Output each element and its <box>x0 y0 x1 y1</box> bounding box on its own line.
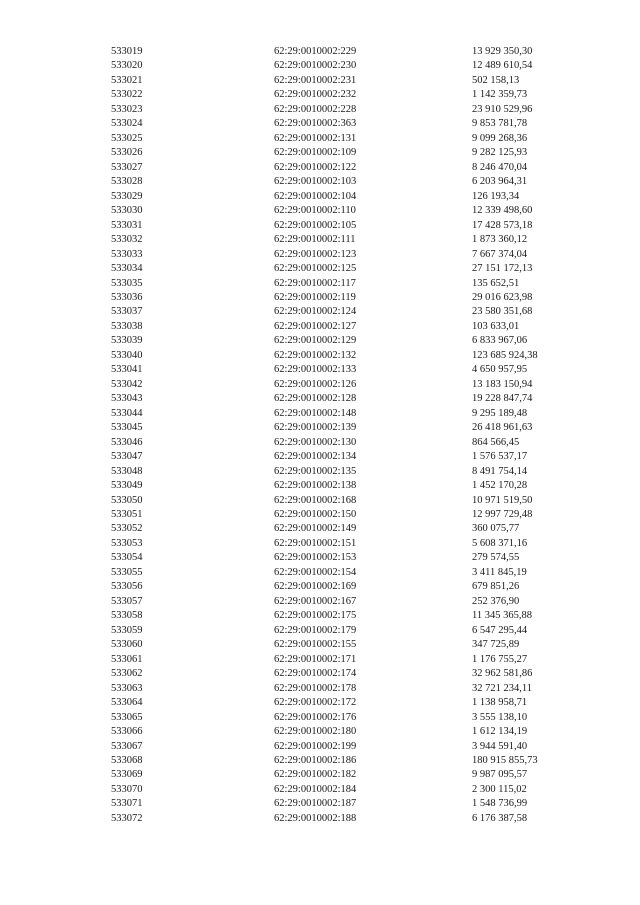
cadastral-value: 9 295 189,48 <box>472 407 528 419</box>
cadastral-value: 347 725,89 <box>472 639 520 651</box>
cadastral-value: 32 962 581,86 <box>472 668 533 680</box>
row-number: 533032 <box>111 234 143 246</box>
cadastral-value: 6 547 295,44 <box>472 624 528 636</box>
row-number: 533068 <box>111 754 143 766</box>
row-number: 533062 <box>111 668 143 680</box>
row-number: 533039 <box>111 335 143 347</box>
cadastral-number: 62:29:0010002:128 <box>274 393 357 405</box>
table-row <box>0 175 640 189</box>
cadastral-value: 180 915 855,73 <box>472 754 538 766</box>
cadastral-value: 5 608 371,16 <box>472 537 528 549</box>
table-row <box>0 305 640 319</box>
cadastral-number: 62:29:0010002:180 <box>274 726 357 738</box>
table-row <box>0 190 640 204</box>
cadastral-number: 62:29:0010002:199 <box>274 740 357 752</box>
row-number: 533063 <box>111 682 143 694</box>
row-number: 533056 <box>111 581 143 593</box>
cadastral-value: 27 151 172,13 <box>472 263 533 275</box>
table-row <box>0 580 640 594</box>
table-row <box>0 103 640 117</box>
cadastral-number: 62:29:0010002:103 <box>274 176 357 188</box>
cadastral-value: 13 929 350,30 <box>472 46 533 57</box>
row-number: 533069 <box>111 769 143 781</box>
table-row <box>0 363 640 377</box>
cadastral-number: 62:29:0010002:122 <box>274 161 357 173</box>
cadastral-value: 1 138 958,71 <box>472 697 528 709</box>
cadastral-number: 62:29:0010002:175 <box>274 610 357 622</box>
cadastral-value: 126 193,34 <box>472 190 520 202</box>
cadastral-number: 62:29:0010002:172 <box>274 697 357 709</box>
row-number: 533045 <box>111 422 143 434</box>
row-number: 533057 <box>111 595 143 607</box>
row-number: 533070 <box>111 783 143 795</box>
table-row <box>0 508 640 522</box>
cadastral-number: 62:29:0010002:109 <box>274 147 357 159</box>
cadastral-number: 62:29:0010002:169 <box>274 581 357 593</box>
cadastral-value: 6 833 967,06 <box>472 335 528 347</box>
row-number: 533037 <box>111 306 143 318</box>
cadastral-number: 62:29:0010002:150 <box>274 509 357 520</box>
cadastral-value: 502 158,13 <box>472 74 520 86</box>
table-row <box>0 291 640 305</box>
cadastral-value: 9 853 781,78 <box>472 118 528 130</box>
table-row <box>0 566 640 580</box>
table-row <box>0 653 640 667</box>
row-number: 533022 <box>111 89 143 101</box>
cadastral-value: 12 997 729,48 <box>472 509 533 520</box>
table-row <box>0 638 640 652</box>
table-row <box>0 812 640 826</box>
cadastral-value: 9 282 125,93 <box>472 147 528 159</box>
table-row <box>0 378 640 392</box>
table-row <box>0 146 640 160</box>
cadastral-number: 62:29:0010002:124 <box>274 306 357 318</box>
cadastral-number: 62:29:0010002:117 <box>274 277 356 289</box>
table-row <box>0 392 640 406</box>
row-number: 533030 <box>111 205 143 217</box>
table-row <box>0 450 640 464</box>
row-number: 533071 <box>111 798 143 810</box>
cadastral-number: 62:29:0010002:230 <box>274 60 357 72</box>
table-row <box>0 682 640 696</box>
cadastral-number: 62:29:0010002:184 <box>274 783 357 795</box>
row-number: 533026 <box>111 147 143 159</box>
table-row <box>0 783 640 797</box>
cadastral-number: 62:29:0010002:232 <box>274 89 357 101</box>
row-number: 533054 <box>111 552 143 564</box>
row-number: 533020 <box>111 60 143 72</box>
cadastral-value: 1 142 359,73 <box>472 89 528 101</box>
cadastral-value: 8 491 754,14 <box>472 465 528 477</box>
cadastral-number: 62:29:0010002:110 <box>274 205 356 217</box>
table-row <box>0 624 640 638</box>
cadastral-number: 62:29:0010002:148 <box>274 407 357 419</box>
row-number: 533065 <box>111 711 143 723</box>
cadastral-number: 62:29:0010002:228 <box>274 103 357 115</box>
row-number: 533066 <box>111 726 143 738</box>
row-number: 533059 <box>111 624 143 636</box>
table-row <box>0 595 640 609</box>
table-row <box>0 248 640 262</box>
cadastral-value: 360 075,77 <box>472 523 520 535</box>
row-number: 533052 <box>111 523 143 535</box>
row-number: 533024 <box>111 118 143 130</box>
row-number: 533044 <box>111 407 143 419</box>
row-number: 533036 <box>111 291 143 303</box>
table-row <box>0 551 640 565</box>
cadastral-value: 135 652,51 <box>472 277 520 289</box>
table-row <box>0 117 640 131</box>
cadastral-value: 11 345 365,88 <box>472 610 532 622</box>
cadastral-number: 62:29:0010002:188 <box>274 812 357 824</box>
cadastral-value: 1 176 755,27 <box>472 653 528 665</box>
cadastral-number: 62:29:0010002:123 <box>274 248 357 260</box>
cadastral-value: 103 633,01 <box>472 320 520 332</box>
table-row <box>0 277 640 291</box>
table-row <box>0 754 640 768</box>
table-row <box>0 219 640 233</box>
table-row <box>0 74 640 88</box>
cadastral-number: 62:29:0010002:119 <box>274 291 356 303</box>
row-number: 533060 <box>111 639 143 651</box>
row-number: 533023 <box>111 103 143 115</box>
row-number: 533058 <box>111 610 143 622</box>
row-number: 533049 <box>111 480 143 492</box>
cadastral-value: 23 910 529,96 <box>472 103 533 115</box>
cadastral-value: 3 411 845,19 <box>472 566 527 578</box>
row-number: 533055 <box>111 566 143 578</box>
cadastral-number: 62:29:0010002:139 <box>274 422 357 434</box>
cadastral-number: 62:29:0010002:111 <box>274 234 356 246</box>
table-row <box>0 537 640 551</box>
table-row <box>0 262 640 276</box>
cadastral-number: 62:29:0010002:167 <box>274 595 357 607</box>
cadastral-value: 26 418 961,63 <box>472 422 533 434</box>
cadastral-value: 3 944 591,40 <box>472 740 528 752</box>
table-row <box>0 494 640 508</box>
cadastral-value: 9 099 268,36 <box>472 132 528 144</box>
row-number: 533038 <box>111 320 143 332</box>
table-row <box>0 349 640 363</box>
cadastral-value: 279 574,55 <box>472 552 520 564</box>
cadastral-number: 62:29:0010002:154 <box>274 566 357 578</box>
table-row <box>0 465 640 479</box>
cadastral-number: 62:29:0010002:132 <box>274 349 357 361</box>
cadastral-value: 679 851,26 <box>472 581 520 593</box>
row-number: 533031 <box>111 219 143 231</box>
cadastral-number: 62:29:0010002:130 <box>274 436 357 448</box>
row-number: 533028 <box>111 176 143 188</box>
row-number: 533050 <box>111 494 143 506</box>
data-table <box>0 45 640 826</box>
row-number: 533035 <box>111 277 143 289</box>
cadastral-value: 123 685 924,38 <box>472 349 538 361</box>
table-row <box>0 479 640 493</box>
table-row <box>0 740 640 754</box>
cadastral-value: 1 612 134,19 <box>472 726 528 738</box>
table-row <box>0 711 640 725</box>
cadastral-value: 12 339 498,60 <box>472 205 533 217</box>
cadastral-value: 32 721 234,11 <box>472 682 532 694</box>
cadastral-number: 62:29:0010002:138 <box>274 480 357 492</box>
row-number: 533021 <box>111 74 143 86</box>
cadastral-value: 864 566,45 <box>472 436 520 448</box>
row-number: 533061 <box>111 653 143 665</box>
cadastral-number: 62:29:0010002:179 <box>274 624 357 636</box>
cadastral-number: 62:29:0010002:187 <box>274 798 357 810</box>
cadastral-value: 1 576 537,17 <box>472 451 528 463</box>
row-number: 533034 <box>111 263 143 275</box>
cadastral-value: 13 183 150,94 <box>472 378 533 390</box>
table-row <box>0 522 640 536</box>
row-number: 533041 <box>111 364 143 376</box>
cadastral-value: 10 971 519,50 <box>472 494 533 506</box>
table-row <box>0 161 640 175</box>
table-row <box>0 421 640 435</box>
row-number: 533033 <box>111 248 143 260</box>
table-row <box>0 45 640 59</box>
cadastral-value: 29 016 623,98 <box>472 291 533 303</box>
table-row <box>0 233 640 247</box>
cadastral-number: 62:29:0010002:135 <box>274 465 357 477</box>
cadastral-number: 62:29:0010002:171 <box>274 653 357 665</box>
cadastral-number: 62:29:0010002:178 <box>274 682 357 694</box>
cadastral-number: 62:29:0010002:131 <box>274 132 357 144</box>
cadastral-number: 62:29:0010002:174 <box>274 668 357 680</box>
row-number: 533072 <box>111 812 143 824</box>
cadastral-value: 252 376,90 <box>472 595 520 607</box>
cadastral-number: 62:29:0010002:127 <box>274 320 357 332</box>
cadastral-number: 62:29:0010002:151 <box>274 537 357 549</box>
cadastral-number: 62:29:0010002:155 <box>274 639 357 651</box>
table-row <box>0 204 640 218</box>
cadastral-number: 62:29:0010002:176 <box>274 711 357 723</box>
table-row <box>0 609 640 623</box>
row-number: 533047 <box>111 451 143 463</box>
row-number: 533040 <box>111 349 143 361</box>
cadastral-value: 23 580 351,68 <box>472 306 533 318</box>
cadastral-number: 62:29:0010002:231 <box>274 74 357 86</box>
cadastral-value: 8 246 470,04 <box>472 161 528 173</box>
cadastral-value: 4 650 957,95 <box>472 364 528 376</box>
table-row <box>0 725 640 739</box>
cadastral-number: 62:29:0010002:126 <box>274 378 357 390</box>
row-number: 533067 <box>111 740 143 752</box>
cadastral-value: 17 428 573,18 <box>472 219 533 231</box>
cadastral-number: 62:29:0010002:105 <box>274 219 357 231</box>
row-number: 533048 <box>111 465 143 477</box>
table-row <box>0 768 640 782</box>
cadastral-value: 6 176 387,58 <box>472 812 528 824</box>
cadastral-value: 9 987 095,57 <box>472 769 528 781</box>
cadastral-number: 62:29:0010002:129 <box>274 335 357 347</box>
cadastral-value: 6 203 964,31 <box>472 176 528 188</box>
cadastral-value: 1 452 170,28 <box>472 480 528 492</box>
cadastral-number: 62:29:0010002:153 <box>274 552 357 564</box>
cadastral-number: 62:29:0010002:186 <box>274 754 357 766</box>
cadastral-number: 62:29:0010002:149 <box>274 523 357 535</box>
cadastral-value: 12 489 610,54 <box>472 60 533 72</box>
cadastral-number: 62:29:0010002:229 <box>274 46 357 57</box>
table-row <box>0 334 640 348</box>
table-row <box>0 667 640 681</box>
row-number: 533019 <box>111 46 143 57</box>
cadastral-value: 2 300 115,02 <box>472 783 527 795</box>
cadastral-value: 3 555 138,10 <box>472 711 528 723</box>
table-row <box>0 59 640 73</box>
table-row <box>0 436 640 450</box>
cadastral-number: 62:29:0010002:168 <box>274 494 357 506</box>
row-number: 533053 <box>111 537 143 549</box>
table-row <box>0 88 640 102</box>
table-row <box>0 407 640 421</box>
row-number: 533043 <box>111 393 143 405</box>
row-number: 533025 <box>111 132 143 144</box>
table-row <box>0 797 640 811</box>
cadastral-number: 62:29:0010002:133 <box>274 364 357 376</box>
cadastral-number: 62:29:0010002:363 <box>274 118 357 130</box>
row-number: 533051 <box>111 509 143 520</box>
cadastral-value: 7 667 374,04 <box>472 248 528 260</box>
cadastral-number: 62:29:0010002:125 <box>274 263 357 275</box>
table-row <box>0 132 640 146</box>
cadastral-number: 62:29:0010002:104 <box>274 190 357 202</box>
row-number: 533029 <box>111 190 143 202</box>
cadastral-number: 62:29:0010002:182 <box>274 769 357 781</box>
cadastral-value: 1 873 360,12 <box>472 234 528 246</box>
row-number: 533027 <box>111 161 143 173</box>
row-number: 533064 <box>111 697 143 709</box>
cadastral-value: 19 228 847,74 <box>472 393 533 405</box>
table-row <box>0 320 640 334</box>
table-row <box>0 696 640 710</box>
row-number: 533046 <box>111 436 143 448</box>
row-number: 533042 <box>111 378 143 390</box>
cadastral-value: 1 548 736,99 <box>472 798 528 810</box>
cadastral-number: 62:29:0010002:134 <box>274 451 357 463</box>
